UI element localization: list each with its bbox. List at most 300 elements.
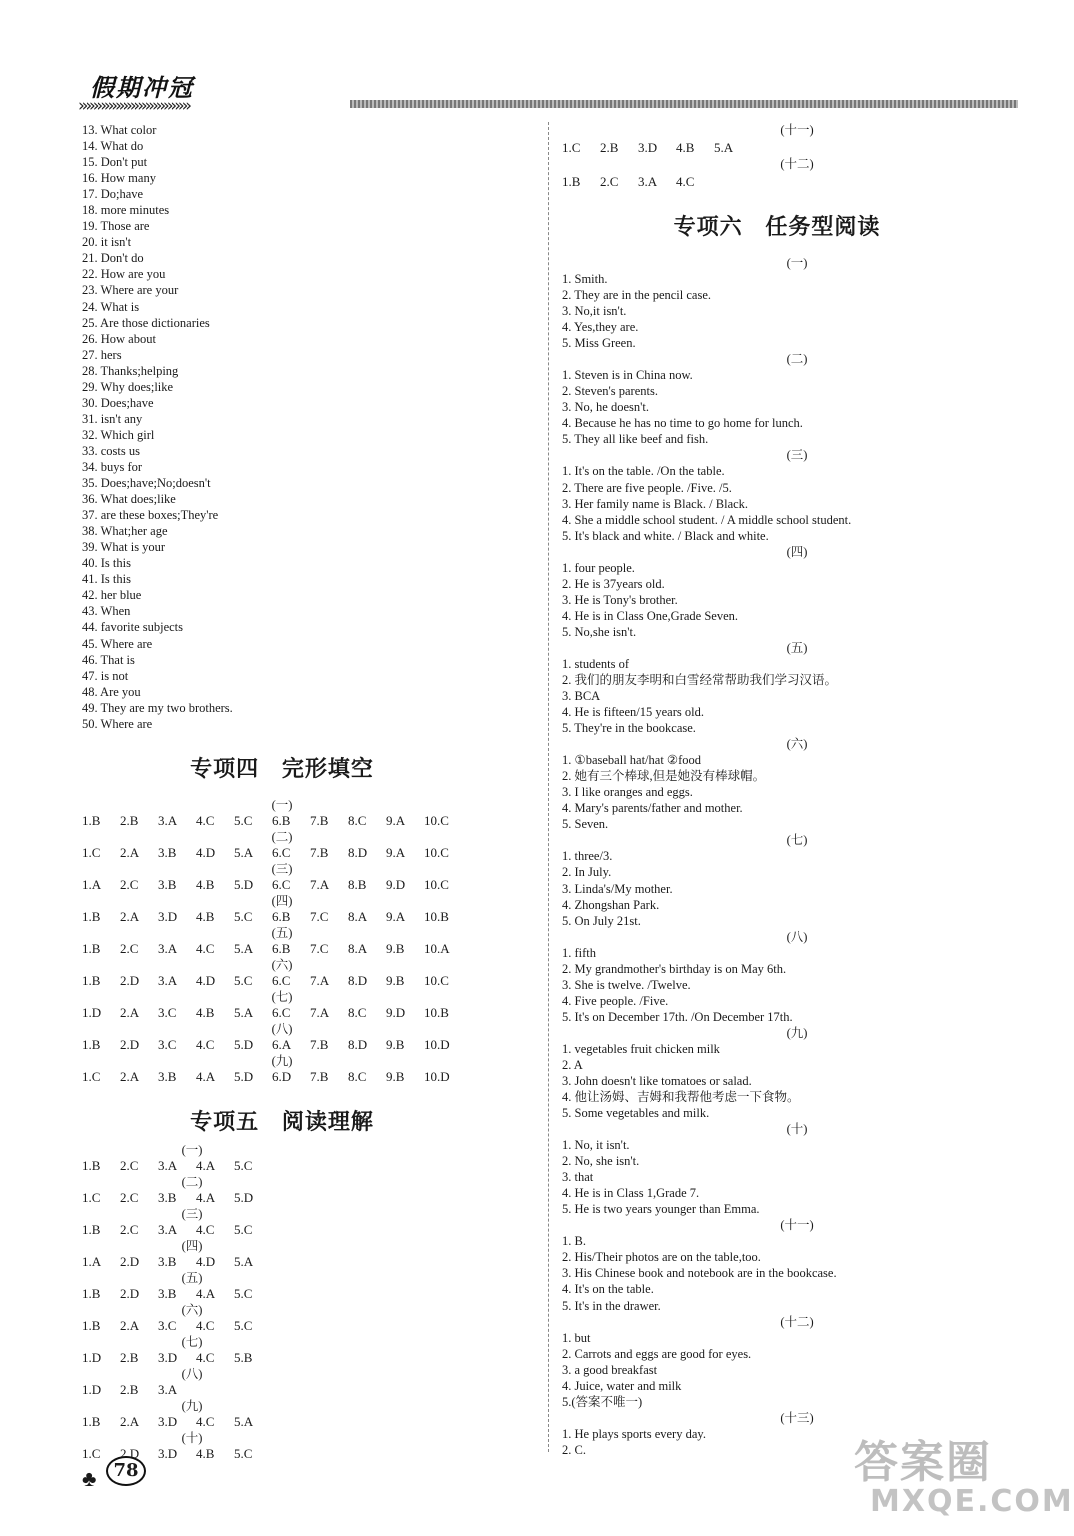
answer-line: 3. BCA [562, 689, 601, 704]
answer-item: 2.A [120, 908, 140, 924]
answer-item: 2.D [120, 972, 140, 988]
answer-item: 7.B [310, 812, 329, 828]
section-title-cloze: 专项四 完形填空 [190, 756, 374, 782]
group-label: (十三) [780, 1410, 814, 1425]
answer-line: 31. isn't any [82, 411, 143, 426]
chevron-decoration: »»»»»»»»»»»»»»» [78, 96, 190, 116]
answer-line: 46. That is [82, 652, 135, 667]
answer-line: 1. students of [562, 656, 630, 671]
answer-row [82, 941, 482, 957]
answer-line: 19. Those are [82, 219, 150, 234]
answer-line: 4. Zhongshan Park. [562, 897, 660, 912]
answer-item: 2.D [120, 1445, 140, 1461]
answer-line: 4. Mary's parents/father and mother. [562, 801, 743, 816]
answer-line: 15. Don't put [82, 155, 148, 170]
answer-line: 41. Is this [82, 572, 131, 587]
answer-item: 8.D [348, 972, 368, 988]
answer-item: 7.C [310, 940, 329, 956]
answer-line: 2. 她有三个棒球,但是她没有棒球帽。 [562, 769, 766, 784]
answer-item: 8.A [348, 908, 368, 924]
answer-line: 26. How about [82, 331, 156, 346]
answer-item: 2.D [120, 1036, 140, 1052]
answer-line: 49. They are my two brothers. [82, 700, 233, 715]
answer-item: 5.C [234, 972, 253, 988]
answer-line: 1. but [562, 1330, 591, 1345]
answer-item: 2.A [120, 1068, 140, 1084]
answer-item: 10.B [424, 908, 449, 924]
answer-item: 1.B [82, 1317, 101, 1333]
answer-line: 2. My grandmother's birthday is on May 6th. [562, 961, 787, 976]
answer-line: 37. are these boxes;They're [82, 508, 219, 523]
answer-line: 45. Where are [82, 636, 153, 651]
answer-item: 6.C [272, 876, 291, 892]
group-label: (一) [181, 1142, 203, 1157]
answer-line: 2. Steven's parents. [562, 384, 658, 399]
answer-line: 4. He is fifteen/15 years old. [562, 705, 704, 720]
group-label: (十) [786, 1122, 808, 1137]
group-label: (三) [181, 1206, 203, 1221]
answer-item: 1.C [82, 844, 101, 860]
answer-item: 1.B [82, 972, 101, 988]
answer-item: 5.C [234, 1285, 253, 1301]
answer-item: 1.B [82, 1221, 101, 1237]
answer-item: 3.A [158, 1381, 178, 1397]
answer-item: 2.C [120, 940, 139, 956]
answer-item: 6.B [272, 908, 291, 924]
answer-item: 3.B [158, 1285, 177, 1301]
answer-line: 2. He is 37years old. [562, 576, 665, 591]
answer-item: 3.A [638, 174, 658, 189]
answer-line: 5. Seven. [562, 817, 609, 832]
group-label: (六) [181, 1302, 203, 1317]
answer-item: 2.C [120, 1157, 139, 1173]
answer-item: 9.B [386, 1036, 405, 1052]
answer-item: 6.C [272, 844, 291, 860]
answer-item: 3.A [158, 972, 178, 988]
answer-line: 33. costs us [82, 443, 140, 458]
answer-item: 4.B [196, 876, 215, 892]
answer-line: 2. 我们的朋友李明和白雪经常帮助我们学习汉语。 [562, 672, 838, 687]
answer-line: 2. C. [562, 1442, 586, 1457]
answer-item: 5.C [234, 1157, 253, 1173]
answer-item: 10.C [424, 844, 449, 860]
answer-item: 5.A [234, 940, 254, 956]
answer-item: 1.C [562, 140, 581, 155]
answer-line: 2. No, she isn't. [562, 1154, 640, 1169]
answer-item: 10.A [424, 940, 450, 956]
answer-line: 23. Where are your [82, 283, 179, 298]
answer-item: 3.B [158, 844, 177, 860]
answer-line: 36. What does;like [82, 492, 176, 507]
page-number: 78 [106, 1456, 146, 1486]
answer-item: 4.A [196, 1068, 216, 1084]
answer-item: 4.C [196, 1349, 215, 1365]
answer-item: 2.B [120, 1381, 139, 1397]
book-title: 假期冲冠 [90, 73, 194, 102]
answer-line: 1. four people. [562, 560, 635, 575]
answer-item: 7.A [310, 1004, 330, 1020]
answer-line: 43. When [82, 604, 131, 619]
answer-item: 8.C [348, 1004, 367, 1020]
group-label: (二) [271, 829, 293, 844]
answer-item: 6.D [272, 1068, 292, 1084]
answer-row [82, 1318, 482, 1334]
answer-item: 9.B [386, 972, 405, 988]
answer-line: 50. Where are [82, 716, 153, 731]
answer-item: 4.C [196, 812, 215, 828]
answer-item: 2.C [120, 876, 139, 892]
answer-item: 5.A [234, 844, 254, 860]
answer-item: 5.D [234, 876, 254, 892]
group-label: (四) [181, 1238, 203, 1253]
group-label: (九) [786, 1025, 808, 1040]
answer-line: 1. B. [562, 1234, 586, 1249]
answer-line: 1. No, it isn't. [562, 1138, 630, 1153]
answer-item: 2.D [120, 1285, 140, 1301]
answer-item: 2.C [600, 174, 619, 189]
answer-item: 1.B [82, 1285, 101, 1301]
answer-item: 2.A [120, 1413, 140, 1429]
answer-line: 1. It's on the table. /On the table. [562, 464, 725, 479]
group-label: (十一) [780, 123, 814, 137]
answer-item: 1.D [82, 1004, 102, 1020]
answer-row [82, 813, 482, 829]
answer-line: 27. hers [82, 347, 122, 362]
answer-line: 28. Thanks;helping [82, 363, 179, 378]
answer-line: 39. What is your [82, 540, 166, 555]
answer-item: 1.B [82, 1157, 101, 1173]
answer-line: 3. I like oranges and eggs. [562, 785, 693, 800]
answer-item: 3.A [158, 1157, 178, 1173]
answer-line: 5. It's in the drawer. [562, 1298, 661, 1313]
answer-item: 10.D [424, 1068, 450, 1084]
answer-row [82, 1037, 482, 1053]
answer-item: 3.D [158, 1413, 178, 1429]
answer-line: 5. Some vegetables and milk. [562, 1106, 710, 1121]
answer-item: 9.D [386, 1004, 406, 1020]
answer-item: 10.C [424, 972, 449, 988]
answer-item: 3.D [158, 908, 178, 924]
answer-line: 16. How many [82, 171, 156, 186]
answer-row [82, 1286, 482, 1302]
answer-line: 2. They are in the pencil case. [562, 288, 712, 303]
group-label: (四) [786, 544, 808, 559]
answer-line: 1. fifth [562, 945, 597, 960]
group-label: (一) [271, 797, 293, 812]
answer-item: 2.A [120, 844, 140, 860]
answer-line: 3. His Chinese book and notebook are in the bookcase. [562, 1266, 837, 1281]
answer-item: 1.B [82, 1413, 101, 1429]
answer-line: 20. it isn't [82, 235, 132, 250]
answer-item: 8.B [348, 876, 367, 892]
left-column [82, 122, 482, 1478]
answer-item: 9.D [386, 876, 406, 892]
group-label: (二) [786, 352, 808, 367]
answer-item: 3.B [158, 1253, 177, 1269]
page-header [78, 68, 1018, 114]
answer-line: 21. Don't do [82, 251, 144, 266]
answer-item: 3.D [158, 1445, 178, 1461]
answer-item: 7.B [310, 844, 329, 860]
answer-item: 8.C [348, 812, 367, 828]
answer-item: 5.D [234, 1036, 254, 1052]
answer-line: 29. Why does;like [82, 379, 174, 394]
group-label: (七) [271, 989, 293, 1004]
answer-line: 1. He plays sports every day. [562, 1426, 706, 1441]
answer-line: 5. It's on December 17th. /On December 17th. [562, 1009, 793, 1024]
answer-line: 2. His/Their photos are on the table,too. [562, 1250, 761, 1265]
group-label: (七) [181, 1334, 203, 1349]
group-label: (十) [181, 1430, 203, 1445]
answer-item: 5.A [234, 1004, 254, 1020]
answer-line: 1. three/3. [562, 849, 613, 864]
answer-line: 2. A [562, 1057, 583, 1072]
answer-item: 2.A [120, 1004, 140, 1020]
answer-item: 10.C [424, 876, 449, 892]
group-label: (十二) [780, 1314, 814, 1329]
answer-line: 17. Do;have [82, 187, 144, 202]
group-label: (六) [786, 737, 808, 752]
answer-item: 10.D [424, 1036, 450, 1052]
answer-row [562, 174, 992, 190]
answer-row [82, 1414, 482, 1430]
answer-line: 5. No,she isn't. [562, 624, 637, 639]
answer-line: 5. On July 21st. [562, 913, 641, 928]
answer-item: 6.B [272, 940, 291, 956]
answer-line: 2. There are five people. /Five. /5. [562, 480, 732, 495]
answer-item: 5.A [234, 1413, 254, 1429]
answer-line: 34. buys for [82, 459, 143, 474]
answer-item: 10.B [424, 1004, 449, 1020]
answer-line: 3. that [562, 1170, 594, 1185]
group-label: (六) [271, 957, 293, 972]
answer-line: 48. Are you [82, 684, 141, 699]
answer-item: 3.A [158, 1221, 178, 1237]
group-label: (三) [786, 448, 808, 463]
answer-line: 3. Her family name is Black. / Black. [562, 496, 749, 511]
answer-item: 4.B [196, 1004, 215, 1020]
answer-line: 4. 他让汤姆、吉姆和我帮他考虑一下食物。 [562, 1090, 800, 1105]
answer-row [82, 909, 482, 925]
answer-item: 7.A [310, 876, 330, 892]
answer-line: 5.(答案不唯一) [562, 1394, 643, 1409]
answer-item: 10.C [424, 812, 449, 828]
group-label: (五) [786, 640, 808, 655]
answer-item: 5.D [234, 1189, 254, 1205]
answer-item: 2.B [120, 1349, 139, 1365]
answer-item: 5.C [234, 1317, 253, 1333]
answer-item: 7.A [310, 972, 330, 988]
group-label: (五) [271, 925, 293, 940]
answer-line: 3. She is twelve. /Twelve. [562, 977, 691, 992]
group-label: (十一) [780, 1218, 814, 1233]
answer-line: 5. He is two years younger than Emma. [562, 1202, 760, 1217]
answer-line: 1. ①baseball hat/hat ②food [562, 753, 702, 768]
answer-line: 35. Does;have;No;doesn't [82, 476, 211, 491]
answer-line: 5. They're in the bookcase. [562, 721, 696, 736]
group-label: (三) [271, 861, 293, 876]
answer-item: 4.C [196, 1413, 215, 1429]
answer-line: 4. Because he has no time to go home for lunch. [562, 416, 803, 431]
column-divider [548, 122, 549, 1452]
header-rule [350, 100, 1018, 108]
answer-line: 1. Steven is in China now. [562, 368, 693, 383]
answer-item: 4.A [196, 1285, 216, 1301]
answer-item: 2.B [600, 140, 619, 155]
answer-item: 5.C [234, 908, 253, 924]
answer-line: 3. No,it isn't. [562, 304, 627, 319]
answer-line: 4. Five people. /Five. [562, 993, 669, 1008]
answer-line: 44. favorite subjects [82, 620, 184, 635]
section-title-task: 专项六 任务型阅读 [673, 215, 881, 240]
answer-item: 4.C [196, 1036, 215, 1052]
answer-item: 8.D [348, 844, 368, 860]
answer-item: 7.B [310, 1036, 329, 1052]
answer-item: 2.C [120, 1189, 139, 1205]
answer-item: 4.C [196, 1317, 215, 1333]
answer-line: 5. They all like beef and fish. [562, 432, 709, 447]
answer-line: 1. Smith. [562, 272, 608, 286]
answer-item: 8.C [348, 1068, 367, 1084]
group-label: (八) [181, 1366, 203, 1381]
answer-item: 2.B [120, 812, 139, 828]
answer-line: 1. vegetables fruit chicken milk [562, 1041, 720, 1056]
answer-item: 1.D [82, 1349, 102, 1365]
answer-item: 3.A [158, 812, 178, 828]
answer-item: 7.C [310, 908, 329, 924]
answer-item: 1.B [562, 174, 581, 189]
answer-item: 4.C [676, 174, 695, 189]
group-label: (五) [181, 1270, 203, 1285]
answer-line: 22. How are you [82, 267, 166, 282]
answer-item: 5.A [714, 140, 734, 155]
answer-line: 3. Linda's/My mother. [562, 881, 673, 896]
group-label: (八) [271, 1021, 293, 1036]
answer-item: 8.A [348, 940, 368, 956]
answer-item: 3.B [158, 1068, 177, 1084]
answer-row [562, 140, 992, 156]
answer-item: 2.A [120, 1317, 140, 1333]
answer-line: 4. He is in Class 1,Grade 7. [562, 1186, 700, 1201]
group-label: (九) [271, 1053, 293, 1068]
answer-item: 1.A [82, 1253, 102, 1269]
answer-item: 6.B [272, 812, 291, 828]
answer-line: 42. her blue [82, 588, 142, 603]
answer-item: 1.C [82, 1068, 101, 1084]
answer-item: 3.B [158, 876, 177, 892]
answer-item: 1.B [82, 812, 101, 828]
group-label: (八) [786, 929, 808, 944]
group-label: (一) [786, 256, 808, 270]
answer-item: 1.A [82, 876, 102, 892]
answer-item: 5.C [234, 812, 253, 828]
answer-item: 8.D [348, 1036, 368, 1052]
answer-item: 3.D [638, 140, 658, 155]
group-label: (九) [181, 1398, 203, 1413]
section-title-reading: 专项五 阅读理解 [190, 1109, 374, 1135]
answer-row [82, 1382, 482, 1398]
answer-line: 3. a good breakfast [562, 1362, 658, 1377]
answer-line: 5. Miss Green. [562, 336, 636, 351]
answer-item: 1.B [82, 940, 101, 956]
answer-item: 4.B [196, 1445, 215, 1461]
answer-row [82, 1254, 482, 1270]
answer-item: 5.A [234, 1253, 254, 1269]
watermark-url: MXQE.COM [870, 1484, 1074, 1519]
answer-line: 4. She a middle school student. / A middle school student. [562, 512, 852, 527]
answer-item: 9.B [386, 1068, 405, 1084]
answer-item: 6.C [272, 972, 291, 988]
group-label: (十二) [780, 157, 814, 171]
answer-line: 25. Are those dictionaries [82, 315, 210, 330]
answer-line: 4. It's on the table. [562, 1282, 654, 1297]
answer-line: 47. is not [82, 668, 129, 683]
group-label: (二) [181, 1174, 203, 1189]
answer-line: 13. What color [82, 123, 157, 137]
answer-item: 4.B [196, 908, 215, 924]
answer-item: 1.D [82, 1381, 102, 1397]
answer-line: 4. Juice, water and milk [562, 1378, 682, 1393]
cloze-answers [82, 797, 482, 1085]
answer-row [82, 1005, 482, 1021]
answer-row [82, 1069, 482, 1085]
right-column [562, 122, 992, 1458]
watermark-text: 答案圈 [854, 1437, 992, 1488]
answer-item: 2.C [120, 1221, 139, 1237]
answer-item: 5.B [234, 1349, 253, 1365]
group-label: (四) [271, 893, 293, 908]
watermark [790, 1416, 1074, 1526]
answer-line: 3. John doesn't like tomatoes or salad. [562, 1073, 752, 1088]
page-footer [82, 1456, 152, 1496]
answer-item: 5.D [234, 1068, 254, 1084]
answer-item: 3.C [158, 1036, 177, 1052]
answer-line: 3. He is Tony's brother. [562, 592, 678, 607]
answer-item: 3.C [158, 1004, 177, 1020]
answer-item: 9.A [386, 844, 406, 860]
answer-row [82, 1350, 482, 1366]
answer-item: 4.C [196, 1221, 215, 1237]
answer-item: 4.A [196, 1157, 216, 1173]
reading-answers [82, 1142, 482, 1478]
answer-item: 7.B [310, 1068, 329, 1084]
answer-row [82, 877, 482, 893]
answer-line: 2. In July. [562, 865, 612, 880]
mascot-icon: ♣ [82, 1466, 97, 1491]
answer-line: 30. Does;have [82, 395, 154, 410]
answer-item: 3.C [158, 1317, 177, 1333]
answer-line: 18. more minutes [82, 203, 170, 218]
answer-row [82, 1190, 482, 1206]
answer-item: 4.C [196, 940, 215, 956]
answer-line: 3. No, he doesn't. [562, 400, 649, 415]
answer-item: 4.A [196, 1189, 216, 1205]
answer-line: 14. What do [82, 139, 144, 154]
answer-item: 4.D [196, 844, 216, 860]
answer-line: 5. It's black and white. / Black and white. [562, 528, 769, 543]
answer-item: 1.B [82, 1036, 101, 1052]
answer-item: 3.A [158, 940, 178, 956]
answer-item: 4.D [196, 972, 216, 988]
answer-item: 9.A [386, 812, 406, 828]
answer-item: 9.A [386, 908, 406, 924]
answer-line: 40. Is this [82, 556, 131, 571]
answer-item: 9.B [386, 940, 405, 956]
answer-line: 2. Carrots and eggs are good for eyes. [562, 1346, 752, 1361]
answer-item: 4.D [196, 1253, 216, 1269]
answer-item: 1.C [82, 1189, 101, 1205]
answer-line: 32. Which girl [82, 427, 155, 442]
